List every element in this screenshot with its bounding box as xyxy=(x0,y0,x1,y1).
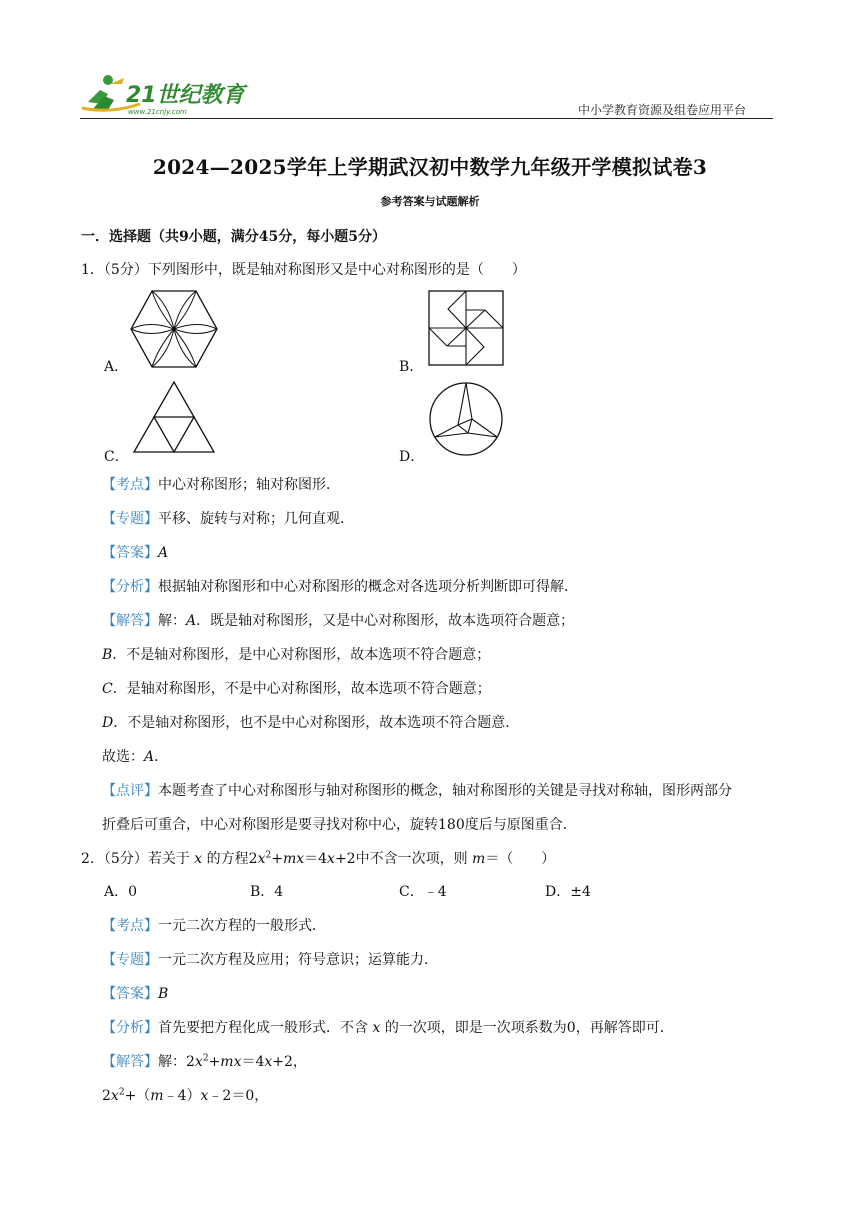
q1-choose: 故选：A． xyxy=(102,749,169,765)
q2-option-a: A．0 xyxy=(104,884,138,900)
page-title: 2024—2025学年上学期武汉初中数学九年级开学模拟试卷3 xyxy=(152,155,708,179)
header-divider xyxy=(80,118,773,119)
site-logo xyxy=(80,70,255,118)
q2-fenxi: 【分析】首先要把方程化成一般形式．不含 x 的一次项，即是一次项系数为0，再解答即可． xyxy=(102,1020,674,1036)
q1-figure-d xyxy=(428,381,504,461)
q1-figure-c xyxy=(133,381,215,457)
logo-url: www.21cnjy.com xyxy=(128,108,187,116)
q1-solution-b: B．不是轴对称图形，是中心对称图形，故本选项不符合题意； xyxy=(102,647,491,663)
q1-solution-c: C．是轴对称图形，不是中心对称图形，故本选项不符合题意； xyxy=(102,681,491,697)
q1-solution-d: D．不是轴对称图形，也不是中心对称图形，故本选项不符合题意． xyxy=(102,715,520,731)
q1-option-a-label: A． xyxy=(104,359,129,375)
q1-daan: 【答案】A xyxy=(102,545,169,561)
logo-text: 21世纪教育 xyxy=(126,83,245,108)
q1-option-d-label: D． xyxy=(399,449,425,465)
q2-kaodian: 【考点】一元二次方程的一般形式． xyxy=(102,918,326,934)
page-subtitle: 参考答案与试题解析 xyxy=(380,195,480,208)
q2-jieda: 【解答】解：$2x^2+mx=4x+2$， xyxy=(102,1053,307,1070)
q1-figure-b xyxy=(428,290,504,370)
q1-dianping-line2: 折叠后可重合，中心对称图形是要寻找对称中心，旋转180度后与原图重合． xyxy=(102,817,577,833)
q2-step2: $2x^2+(m﹣4)x﹣2=0$， xyxy=(102,1087,269,1104)
q2-option-c: C．﹣4 xyxy=(399,884,447,900)
q2-option-b: B．4 xyxy=(250,884,284,900)
section-heading: 一．选择题（共9小题，满分45分，每小题5分） xyxy=(81,229,386,245)
q1-figure-a xyxy=(130,290,218,372)
q2-daan: 【答案】B xyxy=(102,986,169,1002)
platform-label: 中小学教育资源及组卷应用平台 xyxy=(577,103,746,117)
q1-kaodian: 【考点】中心对称图形；轴对称图形． xyxy=(102,477,340,493)
q2-stem: 2．（5分）若关于 x 的方程$2x^2+mx=4x+2$中不含一次项，则 m＝（ ） xyxy=(81,850,556,867)
q1-option-c-label: C． xyxy=(104,449,129,465)
q1-dianping-line1: 【点评】本题考查了中心对称图形与轴对称图形的概念，轴对称图形的关键是寻找对称轴，图形两部分 xyxy=(102,783,732,799)
q1-jieda: 【解答】解：A．既是轴对称图形，又是中心对称图形，故本选项符合题意； xyxy=(102,613,575,629)
q1-stem: 1．（5分）下列图形中，既是轴对称图形又是中心对称图形的是（ ） xyxy=(81,262,526,278)
q2-zhuanti: 【专题】一元二次方程及应用；符号意识；运算能力． xyxy=(102,952,438,968)
q1-option-b-label: B． xyxy=(399,359,424,375)
q1-zhuanti: 【专题】平移、旋转与对称；几何直观． xyxy=(102,511,354,527)
q2-option-d: D．±4 xyxy=(545,884,591,900)
q1-fenxi: 【分析】根据轴对称图形和中心对称图形的概念对各选项分析判断即可得解． xyxy=(102,579,578,595)
